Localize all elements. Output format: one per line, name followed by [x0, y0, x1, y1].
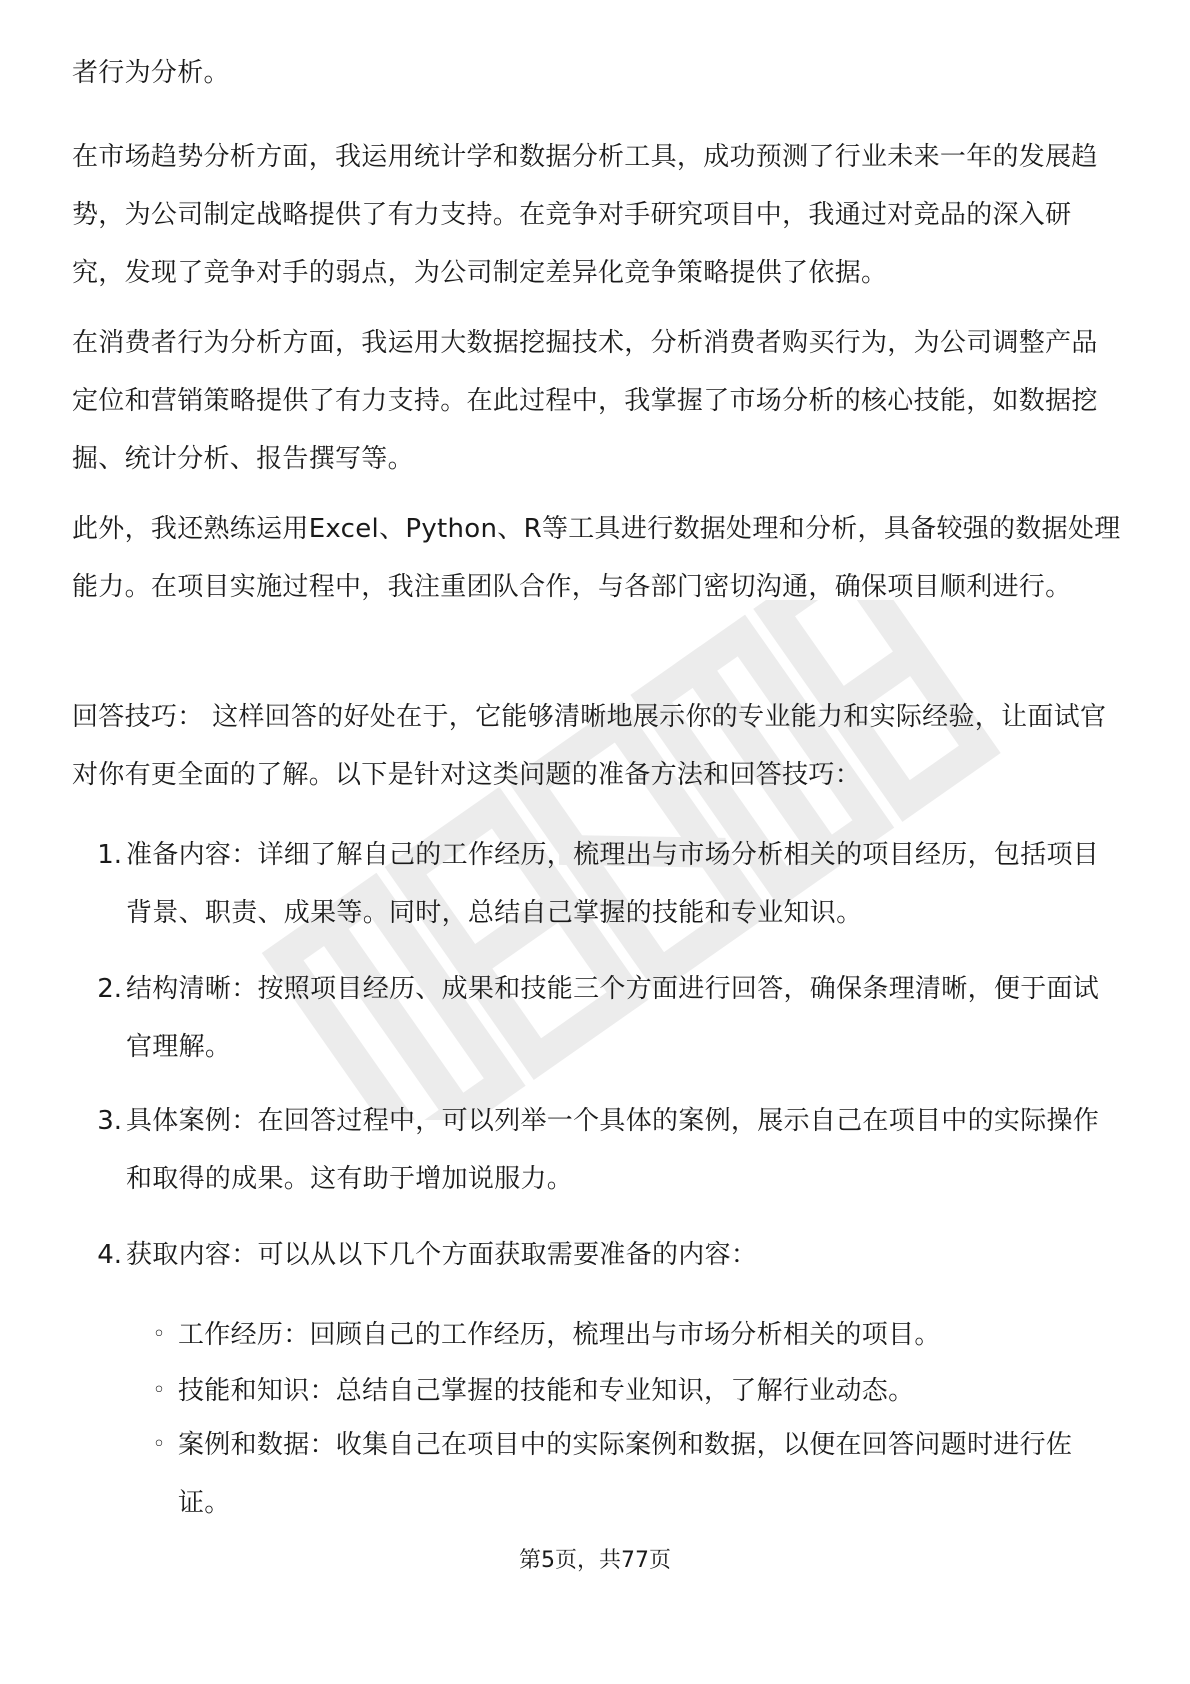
list-item [72, 1092, 1122, 1208]
list-item-number: 3. [97, 1106, 122, 1136]
paragraph-intro-tail: 者行为分析。 [72, 58, 230, 88]
list-item [72, 960, 1122, 1076]
list-item-number: 1. [97, 840, 122, 870]
list-item-number: 4. [97, 1240, 122, 1270]
paragraph-market-trend: 在市场趋势分析方面，我运用统计学和数据分析工具，成功预测了行业未来一年的发展趋势，为公司制定战略提供了有力支持。在竞争对手研究项目中，我通过对竞品的深入研究，发现了竞争对手的弱点，为公司制定差异化竞争策略提供了依据。 [72, 142, 1098, 288]
list-item-text: 获取内容：可以从以下几个方面获取需要准备的内容： [126, 1240, 758, 1270]
list-item-text: 准备内容：详细了解自己的工作经历，梳理出与市场分析相关的项目经历，包括项目背景、职责、成果等。同时，总结自己掌握的技能和专业知识。 [126, 840, 1100, 928]
list-item-text: 具体案例：在回答过程中，可以列举一个具体的案例，展示自己在项目中的实际操作和取得的成果。这有助于增加说服力。 [126, 1106, 1100, 1194]
paragraph-answer-tips: 回答技巧： 这样回答的好处在于，它能够清晰地展示你的专业能力和实际经验，让面试官对你有更全面的了解。以下是针对这类问题的准备方法和回答技巧： [72, 702, 1107, 790]
bullet-item [148, 1362, 1123, 1420]
hollow-bullet-icon: ◦ [152, 1322, 166, 1347]
bullet-item [148, 1416, 1123, 1532]
list-item [72, 826, 1122, 942]
bullet-item-text: 工作经历：回顾自己的工作经历，梳理出与市场分析相关的项目。 [178, 1320, 941, 1350]
hollow-bullet-icon: ◦ [152, 1378, 166, 1403]
page-number-footer: 第5页，共77页 [519, 1548, 671, 1573]
list-item [72, 1226, 1122, 1284]
list-item-number: 2. [97, 974, 122, 1004]
list-item-text: 结构清晰：按照项目经历、成果和技能三个方面进行回答，确保条理清晰，便于面试官理解。 [126, 974, 1100, 1062]
paragraph-tools: 此外，我还熟练运用Excel、Python、R等工具进行数据处理和分析，具备较强的数据处理能力。在项目实施过程中，我注重团队合作，与各部门密切沟通，确保项目顺利进行。 [72, 514, 1121, 602]
paragraph-consumer-behavior: 在消费者行为分析方面，我运用大数据挖掘技术，分析消费者购买行为，为公司调整产品定位和营销策略提供了有力支持。在此过程中，我掌握了市场分析的核心技能，如数据挖掘、统计分析、报告撰写等。 [72, 328, 1098, 474]
bullet-item [148, 1306, 1123, 1364]
bullet-item-text: 技能和知识：总结自己掌握的技能和专业知识，了解行业动态。 [178, 1376, 915, 1406]
bullet-item-text: 案例和数据：收集自己在项目中的实际案例和数据，以便在回答问题时进行佐证。 [178, 1430, 1073, 1518]
hollow-bullet-icon: ◦ [152, 1432, 166, 1457]
